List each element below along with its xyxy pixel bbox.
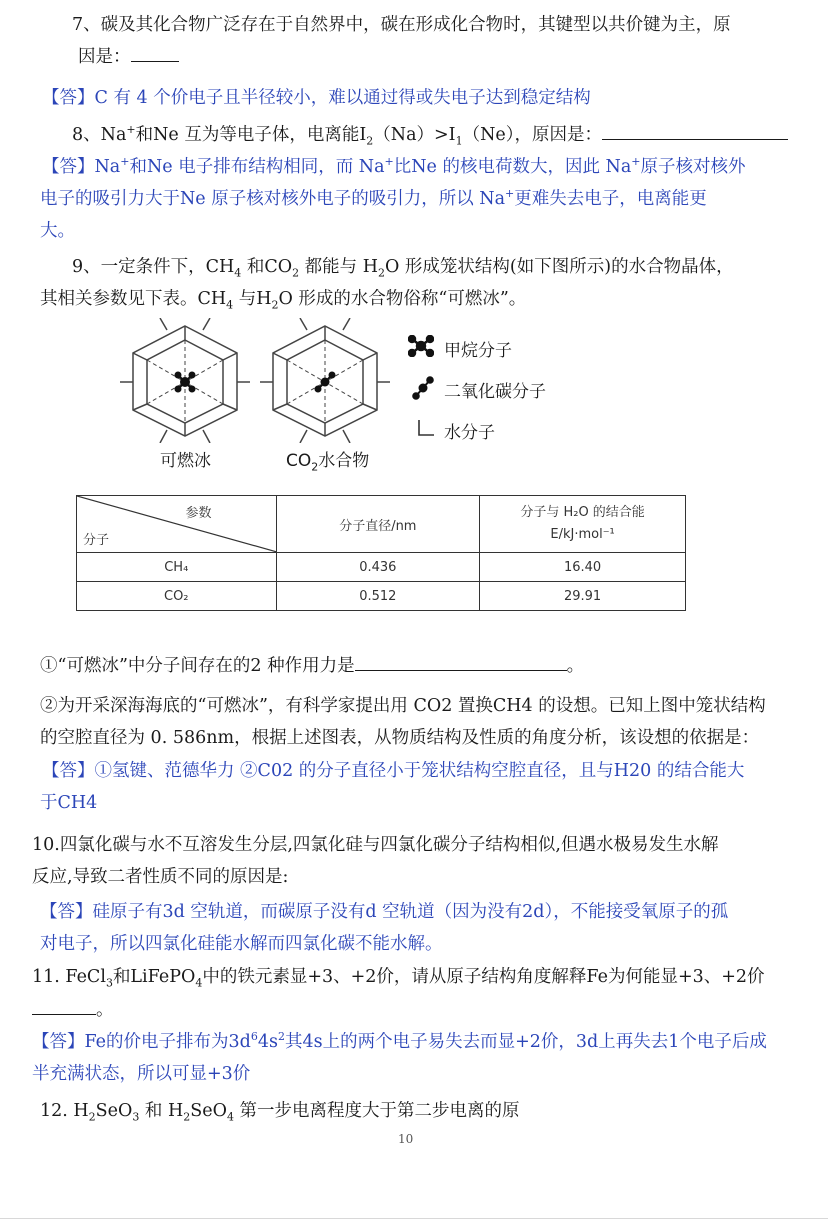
caption-methane-hydrate: 可燃冰 xyxy=(160,451,211,471)
q9-sub2-line1: ②为开采深海海底的“可燃冰”，有科学家提出用 CO2 置换CH4 的设想。已知上图中笼状结构 xyxy=(40,696,766,716)
q9-line2: 其相关参数见下表。$CH_4$ 与$H_2O$ 形成的水合物俗称“可燃冰”。 xyxy=(40,289,527,312)
q9-line1: 9、一定条件下，$CH_4$ 和$CO_2$ 都能与 $H_2O$ 形成笼状结构(如下图所示)的水合物晶体， xyxy=(72,257,734,280)
caption-co2-hydrate: $CO_2$水合物 xyxy=(286,451,370,474)
corner-top-label: 参数 xyxy=(185,506,212,521)
q10-answer-line2: 对电子，所以四氯化硅能水解而四氯化碳不能水解。 xyxy=(40,934,443,954)
q10-answer-line1: 【答】硅原子有3d 空轨道，而碳原子没有d 空轨道（因为没有2d），不能接受氧原子的孤 xyxy=(40,902,729,922)
table-row xyxy=(77,553,686,582)
q11-answer-line2: 半充满状态，所以可显+3价 xyxy=(32,1064,251,1084)
methane-legend-icon xyxy=(408,335,434,357)
q8-answer-line3: 大。 xyxy=(40,221,75,241)
row-co2-diameter: 0.512 xyxy=(276,582,480,611)
parameter-table xyxy=(76,495,686,611)
corner-bottom-label: 分子 xyxy=(83,533,110,548)
table-corner-cell xyxy=(77,496,277,553)
cage-structure-figure xyxy=(120,318,440,443)
q9-sub1: ①“可燃冰”中分子间存在的2 种作用力是 。 xyxy=(40,652,584,679)
q7-line2: 因是： xyxy=(78,43,179,70)
q8-answer-line1: 【答】Na+和Ne 电子排布结构相同，而 Na+比Ne 的核电荷数大，因此 Na+原子核对核外 xyxy=(42,155,746,177)
page-bottom-divider xyxy=(0,1218,828,1219)
q9-sub1-blank[interactable] xyxy=(355,652,567,671)
legend-water: 水分子 xyxy=(444,423,495,443)
q9-answer-line1: 【答】①氢键、范德华力 ②C02 的分子直径小于笼状结构空腔直径，且与H20 的结合能大 xyxy=(42,761,745,781)
row-ch4-diameter: 0.436 xyxy=(276,553,480,582)
q12-line1: 12. $H_2SeO_3$ 和 $H_2SeO_4$ 第一步电离程度大于第二步电离的原 xyxy=(40,1101,520,1124)
q8-blank[interactable] xyxy=(602,121,788,140)
row-co2-molecule: CO₂ xyxy=(77,582,277,611)
water-legend-icon xyxy=(416,418,436,438)
col-header-energy: 分子与 H₂O 的结合能 E/kJ·mol⁻¹ xyxy=(480,496,686,553)
q11-line1: 11. FeCl$_3$和LiFePO$_4$中的铁元素显+3、+2价，请从原子结构角度解释Fe为何能显+3、+2价 xyxy=(32,967,765,990)
q9-sub2-line2: 的空腔直径为 0. 586nm，根据上述图表，从物质结构及性质的角度分析，该设想的依据是： xyxy=(40,728,760,748)
co2-legend-icon xyxy=(412,376,434,400)
q11-line2: 。 xyxy=(32,996,114,1023)
col-header-diameter: 分子直径/nm xyxy=(276,496,480,553)
q9-answer-line2: 于CH4 xyxy=(40,793,98,813)
q8-line1: 8、Na+和Ne 互为等电子体，电离能$I_2(Na)>I_1(Ne)$，原因是： xyxy=(72,121,788,148)
row-ch4-energy: 16.40 xyxy=(480,553,686,582)
table-row xyxy=(77,582,686,611)
q8-answer-line2: 电子的吸引力大于Ne 原子核对核外电子的吸引力，所以 Na+更难失去电子，电离能更 xyxy=(40,187,707,209)
q11-blank[interactable] xyxy=(32,996,96,1015)
legend-co2: 二氧化碳分子 xyxy=(444,382,546,402)
q10-line1: 10.四氯化碳与水不互溶发生分层,四氯化硅与四氯化碳分子结构相似,但遇水极易发生水解 xyxy=(32,835,719,855)
q7-blank[interactable] xyxy=(131,43,179,62)
row-ch4-molecule: CH₄ xyxy=(77,553,277,582)
q11-answer-line1: 【答】Fe的价电子排布为$3d^64s^2$其4s上的两个电子易失去而显+2价，3d上再失去1个电子后成 xyxy=(32,1030,767,1052)
page-number: 10 xyxy=(398,1132,414,1146)
q7-line1: 7、碳及其化合物广泛存在于自然界中，碳在形成化合物时，其键型以共价键为主，原 xyxy=(72,15,731,35)
q7-answer: 【答】C 有 4 个价电子且半径较小，难以通过得或失电子达到稳定结构 xyxy=(42,88,591,108)
q10-line2: 反应,导致二者性质不同的原因是: xyxy=(32,867,289,887)
row-co2-energy: 29.91 xyxy=(480,582,686,611)
legend-methane: 甲烷分子 xyxy=(444,341,512,361)
